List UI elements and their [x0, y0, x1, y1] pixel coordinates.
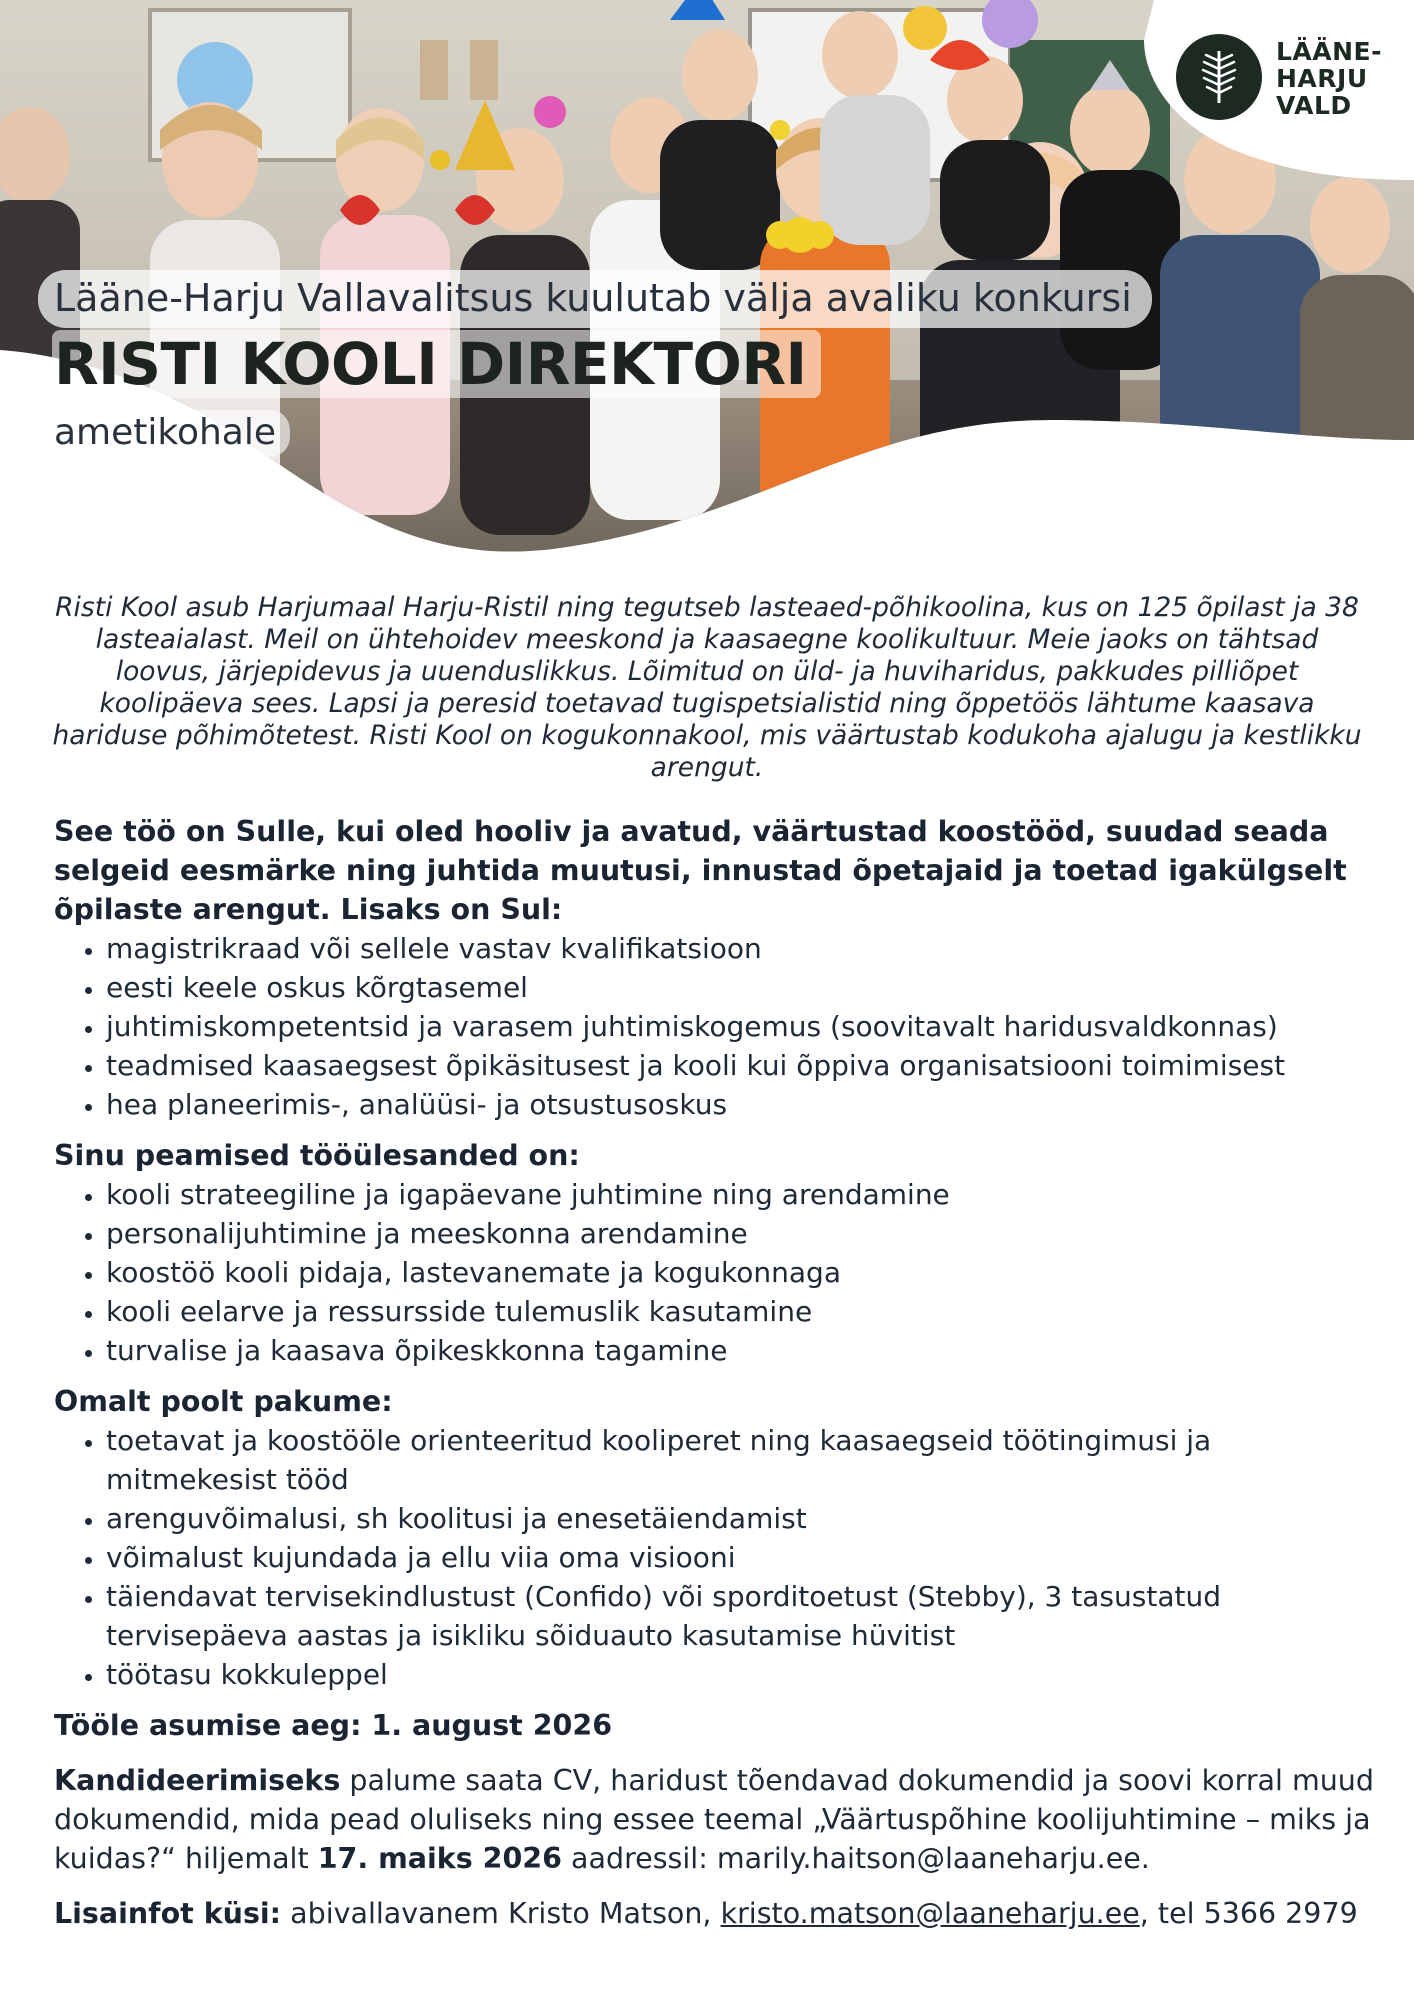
start-date: Tööle asumise aeg: 1. august 2026 — [54, 1709, 613, 1742]
page-title: RISTI KOOLI DIREKTORI — [52, 330, 821, 398]
list-item: • magistrikraad või sellele vastav kvalifikatsioon — [106, 929, 1374, 968]
contact-email-link[interactable]: kristo.matson@laaneharju.ee — [720, 1897, 1140, 1930]
list-item: • koostöö kooli pidaja, lastevanemate ja kogukonnaga — [106, 1253, 1374, 1292]
logo-line-1: LÄÄNE- — [1276, 37, 1383, 66]
logo-area — [1114, 0, 1414, 180]
application-label: Kandideerimiseks — [54, 1764, 341, 1797]
list-item: • kooli strateegiline ja igapäevane juhtimine ning arendamine — [106, 1175, 1374, 1214]
application-text-1: palume saata CV, haridust tõendavad dokumendid ja soovi korral muud dokumendid, mida pead oluliseks ning essee teemal „Väärtuspõhine koolijuhtimine – miks ja kuidas?“ hiljemalt — [54, 1764, 1374, 1875]
logo-line-2: HARJU — [1276, 64, 1368, 93]
tasks-heading: Sinu peamised tööülesanded on: — [54, 1139, 580, 1172]
list-item: • täiendavat tervisekindlustust (Confido) või sporditoetust (Stebby), 3 tasustatud tervisepäeva aastas ja isikliku sõiduauto kasutamise hüvitist — [106, 1577, 1374, 1655]
school-intro-paragraph: Risti Kool asub Harjumaal Harju-Ristil ning tegutseb lasteaed-põhikoolina, kus on 125 õpilast ja 38 lasteaialast. Meil on ühtehoidev meeskond ja kaasaegne koolikultuur. Meie jaoks on tähtsad loovus, järjepidevus ja uuenduslikkus. Lõimitud on üld- ja huviharidus, pakkudes pilliõpet koolipäeva sees. Lapsi ja peresid toetavad tugispetsialistid ning õppetöös lähtume kaasava hariduse põhimõtetest. Risti Kool on kogukonnakool, mis väärtustab kodukoha ajalugu ja kestlikku arengut. — [52, 592, 1362, 783]
list-item: • töötasu kokkuleppel — [106, 1655, 1374, 1694]
contact-text-2: , tel 5366 2979 — [1139, 1897, 1358, 1930]
tasks-list — [54, 1175, 1374, 1370]
logo-wordmark — [1276, 38, 1382, 119]
fern-leaf-icon — [1176, 34, 1262, 120]
list-item: • arenguvõimalusi, sh koolitusi ja enesetäiendamist — [106, 1499, 1374, 1538]
contact-info — [54, 1894, 1374, 1933]
list-item: • teadmised kaasaegsest õpikäsitusest ja kooli kui õppiva organisatsiooni toimimisest — [106, 1046, 1374, 1085]
list-item: • kooli eelarve ja ressursside tulemuslik kasutamine — [106, 1292, 1374, 1331]
list-item: • hea planeerimis-, analüüsi- ja otsustusoskus — [106, 1085, 1374, 1124]
application-instructions — [54, 1761, 1374, 1878]
list-item: • juhtimiskompetentsid ja varasem juhtimiskogemus (soovitavalt haridusvaldkonnas) — [106, 1007, 1374, 1046]
application-text-2: aadressil: marily.haitson@laaneharju.ee. — [561, 1842, 1150, 1875]
offer-heading: Omalt poolt pakume: — [54, 1385, 393, 1418]
list-item: • personalijuhtimine ja meeskonna arendamine — [106, 1214, 1374, 1253]
requirements-heading: See töö on Sulle, kui oled hooliv ja avatud, väärtustad koostööd, suudad seada selgeid eesmärke ning juhtida muutusi, innustad õpetajaid ja toetad igakülgselt õpilaste arengut. Lisaks on Sul: — [54, 815, 1347, 926]
contact-label: Lisainfot küsi: — [54, 1897, 282, 1930]
application-deadline: 17. maiks 2026 — [317, 1842, 562, 1875]
list-item: • toetavat ja koostööle orienteeritud kooliperet ning kaasaegseid töötingimusi ja mitmekesist tööd — [106, 1421, 1374, 1499]
requirements-list — [54, 929, 1374, 1124]
offer-list — [54, 1421, 1374, 1694]
logo-line-3: VALD — [1276, 91, 1352, 120]
contact-text-1: abivallavanem Kristo Matson, — [281, 1897, 721, 1930]
page-subtitle: ametikohale — [40, 410, 290, 457]
list-item: • turvalise ja kaasava õpikeskkonna tagamine — [106, 1331, 1374, 1370]
announcement-lead: Lääne-Harju Vallavalitsus kuulutab välja avaliku konkursi — [38, 270, 1152, 328]
list-item: • võimalust kujundada ja ellu viia oma visiooni — [106, 1538, 1374, 1577]
job-ad-body — [54, 812, 1374, 1933]
list-item: • eesti keele oskus kõrgtasemel — [106, 968, 1374, 1007]
